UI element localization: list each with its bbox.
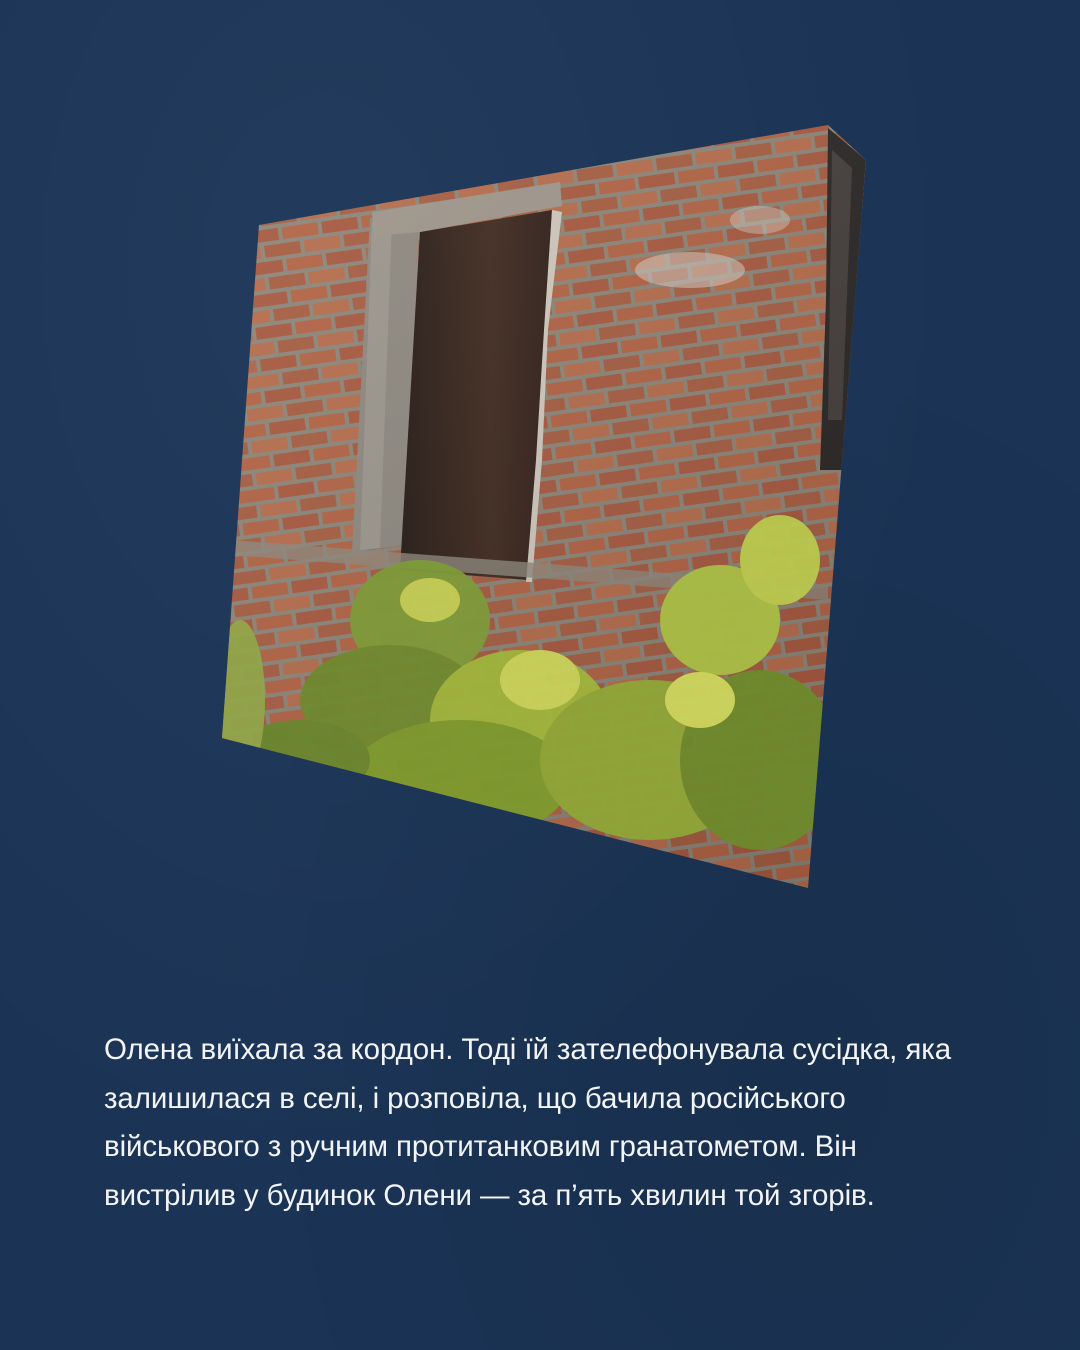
story-text-line: вистрілив у будинок Олени — за п’ять хвилин той згорів.	[104, 1178, 875, 1212]
story-text	[104, 1026, 1004, 1220]
story-text-line: Олена виїхала за кордон. Тоді їй зателефонувала сусідка, яка	[104, 1033, 951, 1066]
story-text-line: військового з ручним протитанковим гранатометом. Він	[104, 1130, 857, 1163]
story-text-line: залишилася в селі, і розповіла, що бачила російського	[104, 1081, 846, 1115]
